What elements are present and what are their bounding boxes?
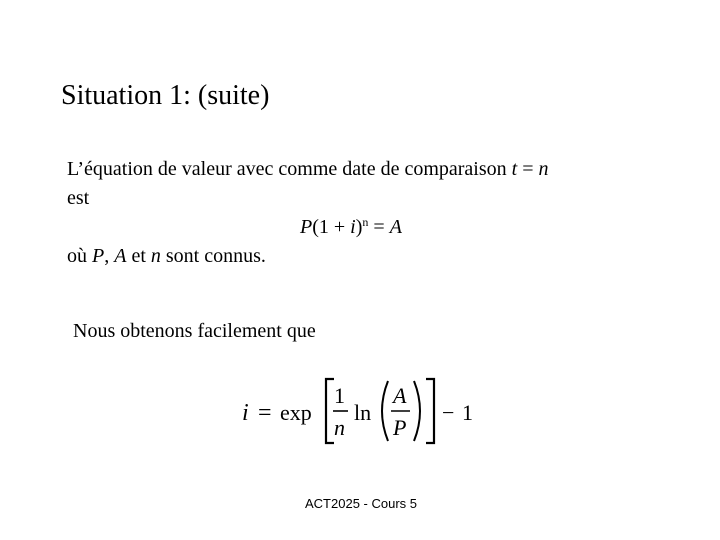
eq-var-i: i [350,216,356,238]
eq-paren-open: (1 + [312,216,351,238]
formula-frac-P: P [393,415,407,440]
formula-equals: = [258,400,272,426]
formula-ln: ln [354,400,372,425]
formula-frac-n: n [334,415,345,440]
right-bracket [426,379,434,443]
known-P: P [92,245,105,267]
var-t: t [511,158,518,180]
eq-exponent-n: n [362,215,369,229]
intro-continuation: est [67,187,90,209]
known-sep1: , [104,245,115,267]
left-paren [382,381,388,441]
slide-title: Situation 1: (suite) [61,80,270,111]
known-suffix: sont connus. [160,245,266,267]
known-n: n [150,245,161,267]
equation-intro-line [67,156,548,182]
formula-frac-A: A [393,383,407,408]
slide-footer: ACT2025 - Cours 5 [305,496,417,511]
known-sep2: et [126,245,151,267]
eq-var-A: A [389,216,402,238]
eq-var-P: P [300,216,313,238]
formula-last-one: 1 [462,400,473,425]
left-bracket [326,379,334,443]
value-equation [300,214,402,240]
formula-lhs-i: i [242,400,249,426]
formula-exp: exp [280,400,312,425]
eq-equals: = [368,216,390,238]
interest-rate-formula [238,375,488,449]
known-variables-line [67,243,266,269]
equals-sign: = [517,158,539,180]
right-paren [414,381,420,441]
known-prefix: où [67,245,92,267]
formula-frac-one: 1 [334,383,345,408]
eq-paren-close: ) [355,216,363,238]
known-A: A [114,245,127,267]
intro-text: L’équation de valeur avec comme date de comparaison [67,158,512,180]
result-intro: Nous obtenons facilement que [73,320,316,342]
var-n: n [538,158,549,180]
formula-minus: − [442,400,455,425]
